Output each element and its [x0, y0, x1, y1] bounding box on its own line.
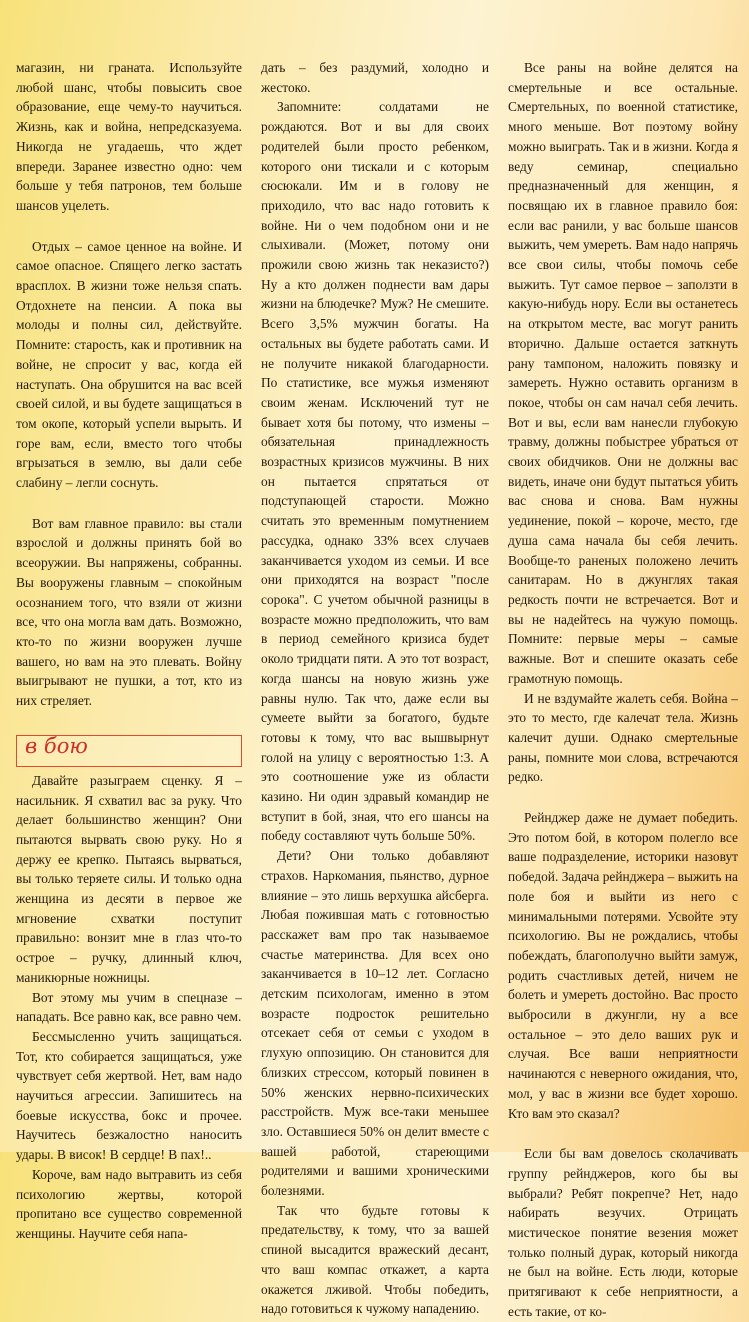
paragraph: дать – без раздумий, холодно и жестоко.	[261, 60, 489, 95]
paragraph: Давайте разыграем сценку. Я – насильник. Я схватил вас за руку. Что делает большинство женщин? Они пытаются вырвать свою руку. Но я держу ее крепко. Пытаясь вырваться, вы только теряете силы. И только одна женщина из десяти в первое же мгновение схватки поступит правильно: вонзит мне в глаз что-то острое – ручку, длинный ключ, маникюрные ножницы.	[16, 772, 242, 985]
column-2	[261, 58, 489, 1319]
paragraph: магазин, ни граната. Используйте любой шанс, чтобы повысить свое образование, еще чему-то научиться. Жизнь, как и война, непредсказуема. Никогда не угадаешь, что ждет впереди. Заранее известно одно: чем больше у тебя патронов, тем больше шансов уцелеть.	[16, 60, 242, 213]
paragraph: Вот этому мы учим в спецназе – нападать. Все равно как, все равно чем.	[16, 989, 242, 1025]
paragraph: И не вздумайте жалеть себя. Война – это то место, где калечат тела. Жизнь калечит души. Однако смертельные раны, помните мои слова, встречаются редко.	[508, 690, 738, 785]
column-3	[508, 58, 738, 1322]
paragraph: Короче, вам надо вытравить из себя психологию жертвы, которой пропитано все существо современной женщины. Научите себя напа-	[16, 1166, 242, 1241]
paragraph: Дети? Они только добавляют страхов. Наркомания, пьянство, дурное влияние – это лишь верхушка айсберга. Любая пожившая мать с готовностью расскажет вам про так называемое счастье материнства. Для всех оно заканчивается в 10–12 лет. Согласно детским психологам, именно в этом возрасте подросток решительно отсекает себя от семьи с уходом в глухую оппозицию. Он становится для близких стрессом, который повинен в 50% женских нервно-психических расстройств. Муж все-таки меньшее зло. Оставшиеся 50% он делит вместе с вашей работой, стареющими родителями и вашими хроническими болезнями.	[261, 848, 489, 1199]
paragraph: Вот вам главное правило: вы стали взрослой и должны принять бой во всеоружии. Вы напряжены, собранны. Вы вооружены главным – спокойным осознанием того, что взяли от жизни все, что она могла вам дать. Возможно, кто-то по жизни вооружен лучше вашего, но вам на это плевать. Войну выигрывают не пушки, а тот, кто из них стреляет.	[16, 515, 242, 709]
section-heading-box	[16, 735, 242, 767]
paragraph: Так что будьте готовы к предательству, к тому, что за вашей спиной высадится вражеский десант, что ваш компас откажет, а карта окажется лживой. Чтобы победить, надо готовиться к чужому нападению.	[261, 1202, 489, 1317]
section-title: в бою	[25, 733, 88, 758]
column-1	[16, 58, 242, 1244]
paragraph: Отдых – самое ценное на войне. И самое опасное. Спящего легко застать врасплох. В жизни тоже нельзя спать. Отдохнете на пенсии. А пока вы молоды и полны сил, действуйте. Помните: старость, как и противник на войне, не спросит у вас, когда ей наступать. Она обрушится на вас всей своей силой, и вы будете защищаться в том окопе, который успели вырыть. И горе вам, если, вместо того чтобы вгрызаться в землю, вы дали себе слабину – легли соснуть.	[16, 238, 242, 491]
paragraph: Рейнджер даже не думает победить. Это потом бой, в котором полегло все ваше подразделение, историки назовут победой. Задача рейнджера – выжить на поле боя и выйти из него с минимальными потерями. Усвойте эту психологию. Вы не рождались, чтобы побеждать, благополучно выйти замуж, родить счастливых детей, ничем не болеть и умереть достойно. Вас просто выбросили в джунгли, ну а все остальное – это дело ваших рук и случая. Все ваши неприятности начинаются с неверного ожидания, что, мол, у вас в жизни все будет хорошо. Кто вам это сказал?	[508, 810, 738, 1121]
paragraph: Запомните: солдатами не рождаются. Вот и вы для своих родителей были просто ребенком, которого они тискали и с которым сюсюкали. Им и в голову не приходило, что вас надо готовить к войне. Ни о чем подобном они и не слыхивали. (Может, потому они прожили свою жизнь так неказисто?) Ну а кто должен поднести вам дары жизни на блюдечке? Муж? Не смешите. Всего 3,5% мужчин богаты. На остальных вы будете работать сами. И не получите никакой благодарности. По статистике, все мужья изменяют своим женам. Исключений тут не бывает хотя бы потому, что измены – обязательная принадлежность возрастных кризисов мужчины. В них он пытается спрятаться от подступающей старости. Можно считать это временным помутнением рассудка, однако 33% всех случаев заканчивается уходом из семьи. И все они приходятся на возраст "после сорока". С учетом обычной разницы в возрасте можно предположить, что вам в период семейного кризиса будет около тридцати пяти. А это тот возраст, когда шансы на новую жизнь уже равны нулю. Так что, даже если вы сумеете выйти за богатого, будьте готовы к тому, что вас вышвырнут голой на улицу с вероятностью 1:3. А это соотношение уже из области казино. Ни один здравый командир не вступит в бой, зная, что его шансы на победу составляют чуть больше 50%.	[261, 99, 489, 844]
paragraph: Если бы вам довелось сколачивать группу рейнджеров, кого бы вы выбрали? Ребят покрепче? Нет, надо набирать везучих. Отрицать мистическое понятие везения может только полный дурак, который никогда не был на войне. Есть люди, которые притягивают к себе неприятности, а есть такие, от ко-	[508, 1146, 738, 1319]
paragraph: Все раны на войне делятся на смертельные и все остальные. Смертельных, по военной статистике, много меньше. Вот поэтому войну можно выиграть. Так и в жизни. Когда я веду семинар, специально предназначенный для женщин, я посвящаю их в главное правило боя: если вас ранили, у вас больше шансов выжить, чем умереть. Вам надо напрячь все свои силы, чтобы помочь себе выжить. Тут самое первое – заползти в какую-нибудь нору. Если вы останетесь на открытом месте, вас могут ранить вторично. Дальше остается заткнуть рану тампоном, наложить повязку и замереть. Нужно оставить организм в покое, чтобы он сам начал себя лечить. Вот и вы, если вам нанесли глубокую травму, должны побыстрее убраться от своих обидчиков. Они не должны вас видеть, иначе они будут пытаться убить вас снова и снова. Вам нужны уединение, покой – короче, место, где душа сама начала бы себя лечить. Вообще-то раненых положено лечить санитарам. Но в джунглях такая редкость почти не встречается. Вот и вы не надейтесь на чужую помощь. Помните: первые меры – самые важные. Вот и спешите оказать себе грамотную помощь.	[508, 60, 738, 686]
paragraph: Бессмысленно учить защищаться. Тот, кто собирается защищаться, уже чувствует себя жертвой. Нет, вам надо научиться агрессии. Запишитесь на боевые искусства, бокс и прочее. Научитесь безжалостно наносить удары. В висок! В сердце! В пах!..	[16, 1028, 242, 1163]
